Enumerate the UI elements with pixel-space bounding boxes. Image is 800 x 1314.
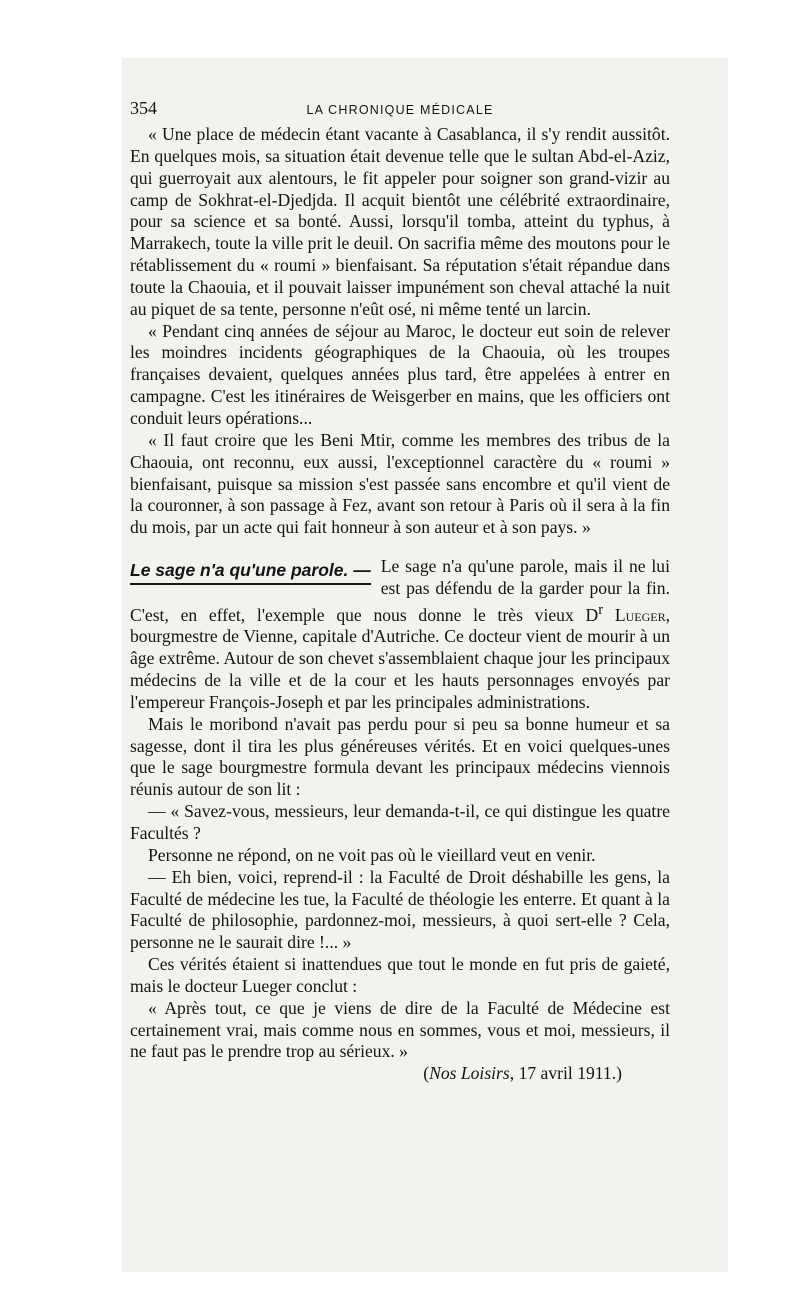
paragraph-maroc: « Pendant cinq années de séjour au Maroc, le docteur eut soin de relever les moindres incidents géographiques de la Chaouia, où les troupes françaises devaient, quelques années plus tard, être appelées à entrer en campagne. C'est les itinéraires de Weisgerber en mains, que les officiers ont conduit leurs opérations... xyxy=(130,320,670,428)
paragraph-casablanca: « Une place de médecin étant vacante à Casablanca, il s'y rendit aussitôt. En quelques mois, sa situation était devenue telle que le sultan Abd-el-Aziz, qui guerroyait aux alentours, le fit appeler pour soigner son grand-vizir au camp de Sokhrat-el-Djedjda. Il acquit bientôt une célébrité extraordinaire, pour sa science et sa bonté. Aussi, lorsqu'il tomba, atteint du typhus, à Marrakech, toute la ville prit le deuil. On sacrifia même des moutons pour le rétablissement du « roumi » bienfaisant. Sa réputation s'était répandue dans toute la Chaouia, et il pouvait laisser impunément son cheval attaché la nuit au piquet de sa tente, personne n'eût osé, ni même tenté un larcin. xyxy=(130,124,670,319)
paragraph-beni-mtir: « Il faut croire que les Beni Mtir, comme les membres des tribus de la Chaouia, ont reconnu, eux aussi, l'exceptionnel caractère du « roumi » bienfaisant, puisque sa mission s'est passée sans encombre et qu'il vient de la couronner, à son passage à Fez, avant son retour à Paris où il sera à la fin du mois, par un acte qui fait honneur à son auteur et à son pays. » xyxy=(130,429,670,538)
section-intro: Le sage n'a qu'une parole, mais il ne lui est pas défendu de la garder pour la fin. C'est, en effet, l'exemple que nous donne le très vieux $D^r$ Lueger, bourgmestre de Vienne, capitale d'Autriche. Ce docteur vient de mourir à un âge extrême. Autour de son chevet s'assemblaient chaque jour les principaux médecins de la ville et de la cour et les hauts personnages envoyés par l'empereur François-Joseph et par les principales administrations. xyxy=(130,556,670,712)
paragraph-question: — « Savez-vous, messieurs, leur demanda-t-il, ce qui distingue les quatre Facultés ? xyxy=(130,801,670,844)
paragraph-moribond: Mais le moribond n'avait pas perdu pour si peu sa bonne humeur et sa sagesse, dont il tira les plus généreuses vérités. Et en voici quelques-unes que le sage bourgmestre formula devant les principaux médecins viennois réunis autour de son lit : xyxy=(130,713,670,800)
section-title: Le sage n'a qu'une parole. — xyxy=(130,559,371,585)
paragraph-silence: Personne ne répond, on ne voit pas où le vieillard veut en venir. xyxy=(148,844,596,865)
paragraph-gaiete: Ces vérités étaient si inattendues que tout le monde en fut pris de gaieté, mais le docteur Lueger conclut : xyxy=(130,954,670,996)
source-citation: (Nos Loisirs, 17 avril 1911.) xyxy=(423,1063,622,1084)
document-page xyxy=(130,98,670,1085)
paragraph-facultes: — Eh bien, voici, reprend-il : la Faculté de Droit déshabille les gens, la Faculté de médecine les tue, la Faculté de théologie les enterre. Et quant à la Faculté de philosophie, pardonnez-moi, messieurs, à quoi sert-elle ? Cela, personne ne le saurait dire !... » xyxy=(130,866,670,953)
running-header xyxy=(130,98,670,124)
section-sage xyxy=(130,556,670,714)
source-title: Nos Loisirs xyxy=(429,1063,510,1084)
running-title: LA CHRONIQUE MÉDICALE xyxy=(306,103,494,117)
dr-superscript: r xyxy=(598,601,604,618)
person-name: Lueger xyxy=(603,604,666,625)
paragraph-conclusion: « Après tout, ce que je viens de dire de la Faculté de Médecine est certainement vrai, mais comme nous en sommes, vous et moi, messieurs, il ne faut pas le prendre trop au sérieux. » xyxy=(130,997,670,1062)
page-number: 354 xyxy=(130,98,157,118)
